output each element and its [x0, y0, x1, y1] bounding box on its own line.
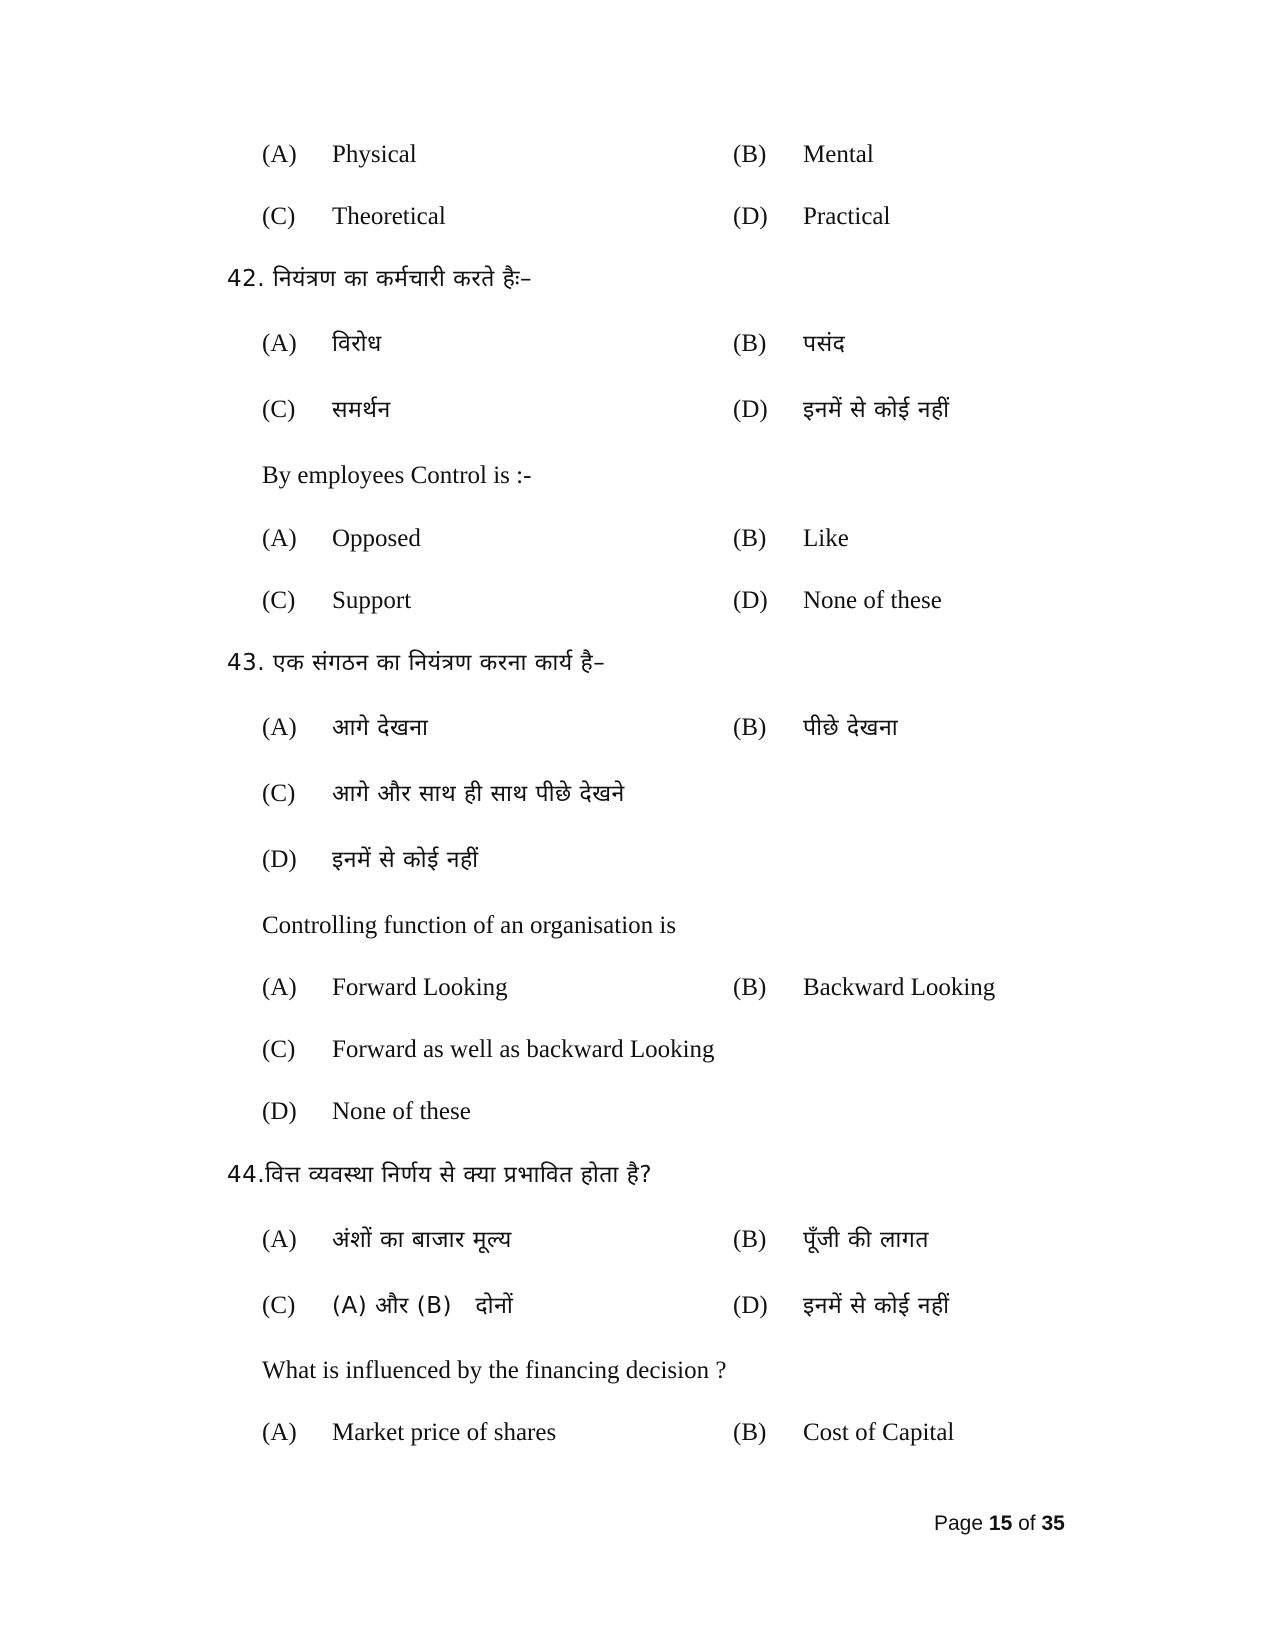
- q44-hi-option-a-letter: (A): [262, 1226, 297, 1253]
- q44-hi-option-a-text: अंशों का बाजार मूल्य: [332, 1227, 512, 1253]
- q42-en-option-d-letter: (D): [733, 587, 768, 614]
- q42-en-option-b-text: Like: [803, 525, 849, 552]
- q43-hi-option-b-text: पीछे देखना: [803, 715, 899, 741]
- q42-en-option-d-text: None of these: [803, 587, 942, 614]
- q44-question-english: What is influenced by the financing decision ?: [262, 1357, 727, 1384]
- q43-en-option-d-letter: (D): [262, 1098, 297, 1125]
- page-number-footer: [934, 1511, 1065, 1537]
- q42-hi-option-d-text: इनमें से कोई नहीं: [803, 397, 950, 423]
- q42-hi-option-b-letter: (B): [733, 330, 767, 357]
- q43-hi-option-c-letter: (C): [262, 780, 296, 807]
- q42-en-option-a-text: Opposed: [332, 525, 421, 552]
- q41-option-c-text: Theoretical: [332, 203, 446, 230]
- q41-option-a-text: Physical: [332, 141, 417, 168]
- q44-hi-option-c-text: (A) और (B) दोनों: [332, 1293, 514, 1319]
- q44-en-option-a-letter: (A): [262, 1419, 297, 1446]
- q43-hi-option-d-letter: (D): [262, 846, 297, 873]
- q41-option-d-text: Practical: [803, 203, 891, 230]
- q42-hi-option-c-letter: (C): [262, 396, 296, 423]
- q42-hi-option-a-letter: (A): [262, 330, 297, 357]
- q42-hi-option-c-text: समर्थन: [332, 397, 391, 423]
- q41-option-b-text: Mental: [803, 141, 874, 168]
- q42-en-option-c-text: Support: [332, 587, 412, 614]
- q42-question-english: By employees Control is :-: [262, 462, 532, 489]
- q42-hi-option-d-letter: (D): [733, 396, 768, 423]
- q44-hi-option-d-text: इनमें से कोई नहीं: [803, 1293, 950, 1319]
- q43-en-option-c-letter: (C): [262, 1036, 296, 1063]
- q43-hi-option-a-letter: (A): [262, 714, 297, 741]
- q44-hi-option-c-letter: (C): [262, 1292, 296, 1319]
- q44-hi-option-b-letter: (B): [733, 1226, 767, 1253]
- q42-hi-option-a-text: विरोध: [332, 331, 382, 357]
- q42-en-option-c-letter: (C): [262, 587, 296, 614]
- q43-en-option-b-text: Backward Looking: [803, 974, 996, 1001]
- of-word: of: [1018, 1512, 1036, 1535]
- q43-en-option-d-text: None of these: [332, 1098, 471, 1125]
- q41-option-c-letter: (C): [262, 203, 296, 230]
- q44-question-hindi: 44.वित्त व्यवस्था निर्णय से क्या प्रभावित होता है?: [227, 1162, 653, 1188]
- q42-en-option-a-letter: (A): [262, 525, 297, 552]
- q43-en-option-b-letter: (B): [733, 974, 767, 1001]
- q42-en-option-b-letter: (B): [733, 525, 767, 552]
- current-page-number: 15: [988, 1512, 1013, 1535]
- q43-hi-option-d-text: इनमें से कोई नहीं: [332, 847, 479, 873]
- q42-question-hindi: 42. नियंत्रण का कर्मचारी करते हैः–: [227, 266, 533, 292]
- q41-option-d-letter: (D): [733, 203, 768, 230]
- q44-en-option-a-text: Market price of shares: [332, 1419, 557, 1446]
- q43-hi-option-b-letter: (B): [733, 714, 767, 741]
- page-word: Page: [934, 1512, 984, 1535]
- q43-hi-option-a-text: आगे देखना: [332, 715, 429, 741]
- q44-en-option-b-text: Cost of Capital: [803, 1419, 955, 1446]
- q44-hi-option-b-text: पूँजी की लागत: [803, 1227, 929, 1253]
- q43-en-option-a-text: Forward Looking: [332, 974, 508, 1001]
- q44-hi-option-d-letter: (D): [733, 1292, 768, 1319]
- q43-en-option-a-letter: (A): [262, 974, 297, 1001]
- total-page-count: 35: [1041, 1512, 1065, 1535]
- q43-hi-option-c-text: आगे और साथ ही साथ पीछे देखने: [332, 781, 625, 807]
- q43-question-hindi: 43. एक संगठन का नियंत्रण करना कार्य है–: [227, 650, 606, 676]
- q43-question-english: Controlling function of an organisation is: [262, 912, 677, 939]
- q43-en-option-c-text: Forward as well as backward Looking: [332, 1036, 715, 1063]
- q44-en-option-b-letter: (B): [733, 1419, 767, 1446]
- q41-option-a-letter: (A): [262, 141, 297, 168]
- q42-hi-option-b-text: पसंद: [803, 331, 846, 357]
- q41-option-b-letter: (B): [733, 141, 767, 168]
